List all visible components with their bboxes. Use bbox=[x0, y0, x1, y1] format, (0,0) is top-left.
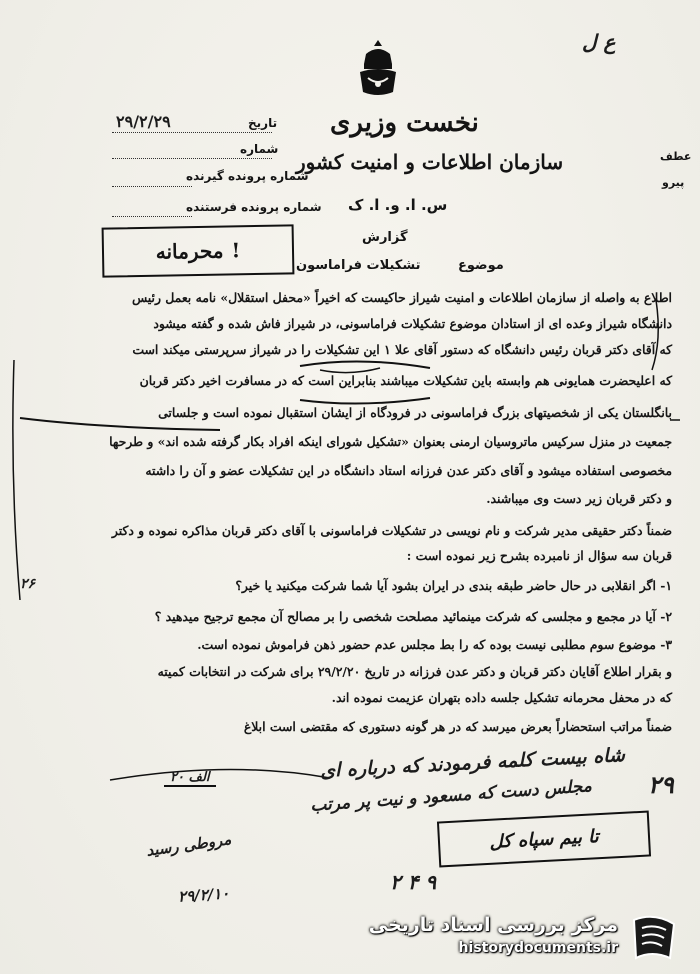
body-line: جمعیت در منزل سرکیس ماتروسیان ارمنی بعنوان «تشکیل شورای اینکه افراد بکار گرفته شده اند» و طرحها bbox=[109, 434, 672, 449]
subject-value: تشکیلات فراماسون bbox=[296, 258, 421, 273]
stamp-text: تا بیم سپاه کل bbox=[488, 825, 600, 853]
report-label: گزارش bbox=[362, 230, 408, 245]
watermark-title: مرکز بررسی اسناد تاریخی bbox=[368, 914, 618, 936]
body-line: بانگلستان یکی از شخصیتهای بزرگ فراماسونی در فرودگاه از ایشان استقبال نموده است و جلساتی bbox=[158, 405, 672, 420]
body-line: و بقرار اطلاع آقایان دکتر قربان و دکتر عدن فرزانه در تاریخ ۲۹/۲/۲۰ برای شرکت در انتخابات کمیته bbox=[157, 664, 672, 679]
body-line: ضمناً مراتب استحضاراً بعرض میرسد که در هر گونه دستوری که مقتضی است ابلاغ bbox=[243, 719, 672, 734]
classification-box: محرمانه ! bbox=[102, 224, 295, 277]
body-line: ۳- موضوع سوم مطلبی نیست بوده که را بط مجلس عدم حضور ذهن فراموش نموده است. bbox=[197, 637, 672, 652]
sender-number-label: شماره پرونده فرستنده bbox=[186, 200, 322, 214]
handwritten-date-left: ۲۹/۲/۱۰ bbox=[177, 884, 230, 906]
sender-rule bbox=[112, 216, 192, 218]
date-label: تاریخ bbox=[248, 116, 278, 130]
margin-number-right: ۲۹ bbox=[648, 770, 674, 799]
number-rule bbox=[112, 158, 272, 160]
recipient-number-label: شماره پرونده گیرنده bbox=[186, 169, 309, 183]
date-rule bbox=[112, 132, 272, 134]
watermark-url: historydocuments.ir bbox=[458, 940, 618, 956]
watermark bbox=[368, 912, 684, 964]
archive-logo-icon bbox=[628, 914, 680, 962]
crown-emblem-icon bbox=[348, 38, 408, 98]
reference-box: الف ۲۰ bbox=[164, 770, 216, 787]
side-label-ref: عطف bbox=[660, 150, 692, 163]
body-line: اطلاع به واصله از سازمان اطلاعات و امنیت شیراز حاکیست که اخیراً «محفل استقلال» نامه بعمل رئیس bbox=[132, 290, 672, 305]
body-line: ۲- آیا در مجمع و مجلسی که شرکت مینمائید مصلحت شخصی را بر مصالح آن مجمع ترجیح میدهید ؟ bbox=[154, 609, 672, 624]
body-line: که در محفل محرمانه تشکیل جلسه داده بتهران عزیمت نموده اند. bbox=[331, 690, 672, 705]
body-line: و دکتر قربان زیر دست وی میباشند. bbox=[486, 491, 672, 506]
handwritten-bottom-mid: ۲ ۴ ۹ bbox=[390, 870, 437, 894]
office-code: س. ا. و. ا. ک bbox=[348, 196, 448, 214]
date-value: ۲۹/۲/۲۹ bbox=[116, 112, 171, 131]
body-line: که اعلیحضرت همایونی هم وابسته باین تشکیلات میباشند بنابراین است که در مسافرت اخیر دکتر قربان bbox=[139, 373, 672, 388]
number-label: شماره bbox=[240, 142, 279, 156]
handwritten-note: مجلس دست که مسعود و نیت پر مرتب bbox=[309, 776, 593, 816]
handwritten-note: شاه بیست کلمه فرمودند که درباره ای bbox=[319, 744, 626, 782]
body-line: ضمناً دکتر حقیقی مدیر شرکت و نام نویسی در تشکیلات فراماسونی با آقای دکتر قربان مذاکره نموده و دکتر bbox=[111, 523, 672, 538]
body-line: که آقای دکتر قربان رئیس دانشگاه که دستور آقای علا ۱ این تشکیلات را در شیراز سرپرستی میکند است bbox=[132, 342, 672, 357]
organization-name: سازمان اطلاعات و امنیت کشور bbox=[296, 150, 564, 174]
body-line: ۱- اگر انقلابی در حال حاضر طبقه بندی در ایران بشود آیا شما شرکت میکنید یا خیر؟ bbox=[235, 578, 672, 593]
recipient-rule bbox=[112, 186, 192, 188]
body-line: قربان سه سؤال از نامبرده بشرح زیر نموده است : bbox=[406, 548, 672, 563]
margin-number-left: ۲۶ bbox=[20, 576, 36, 592]
office-stamp bbox=[437, 810, 651, 867]
classification-label: محرمانه bbox=[155, 238, 224, 264]
body-line: دانشگاه شیراز وعده ای از استادان موضوع تشکیلات فراماسونی، در شیراز فاش شده و گفته میشود bbox=[153, 316, 672, 331]
handwritten-signature-left: مروطی رسید bbox=[145, 830, 233, 860]
page-title: نخست وزیری bbox=[330, 108, 479, 138]
body-line: مخصوصی استفاده میشود و آقای دکتر عدن فرزانه استاد دانشگاه در این تشکیلات عضو و آن را داشته bbox=[145, 463, 672, 478]
subject-label: موضوع bbox=[458, 258, 504, 273]
side-label-followup: پیرو bbox=[662, 176, 685, 189]
corner-mark: ع ل bbox=[582, 30, 616, 54]
